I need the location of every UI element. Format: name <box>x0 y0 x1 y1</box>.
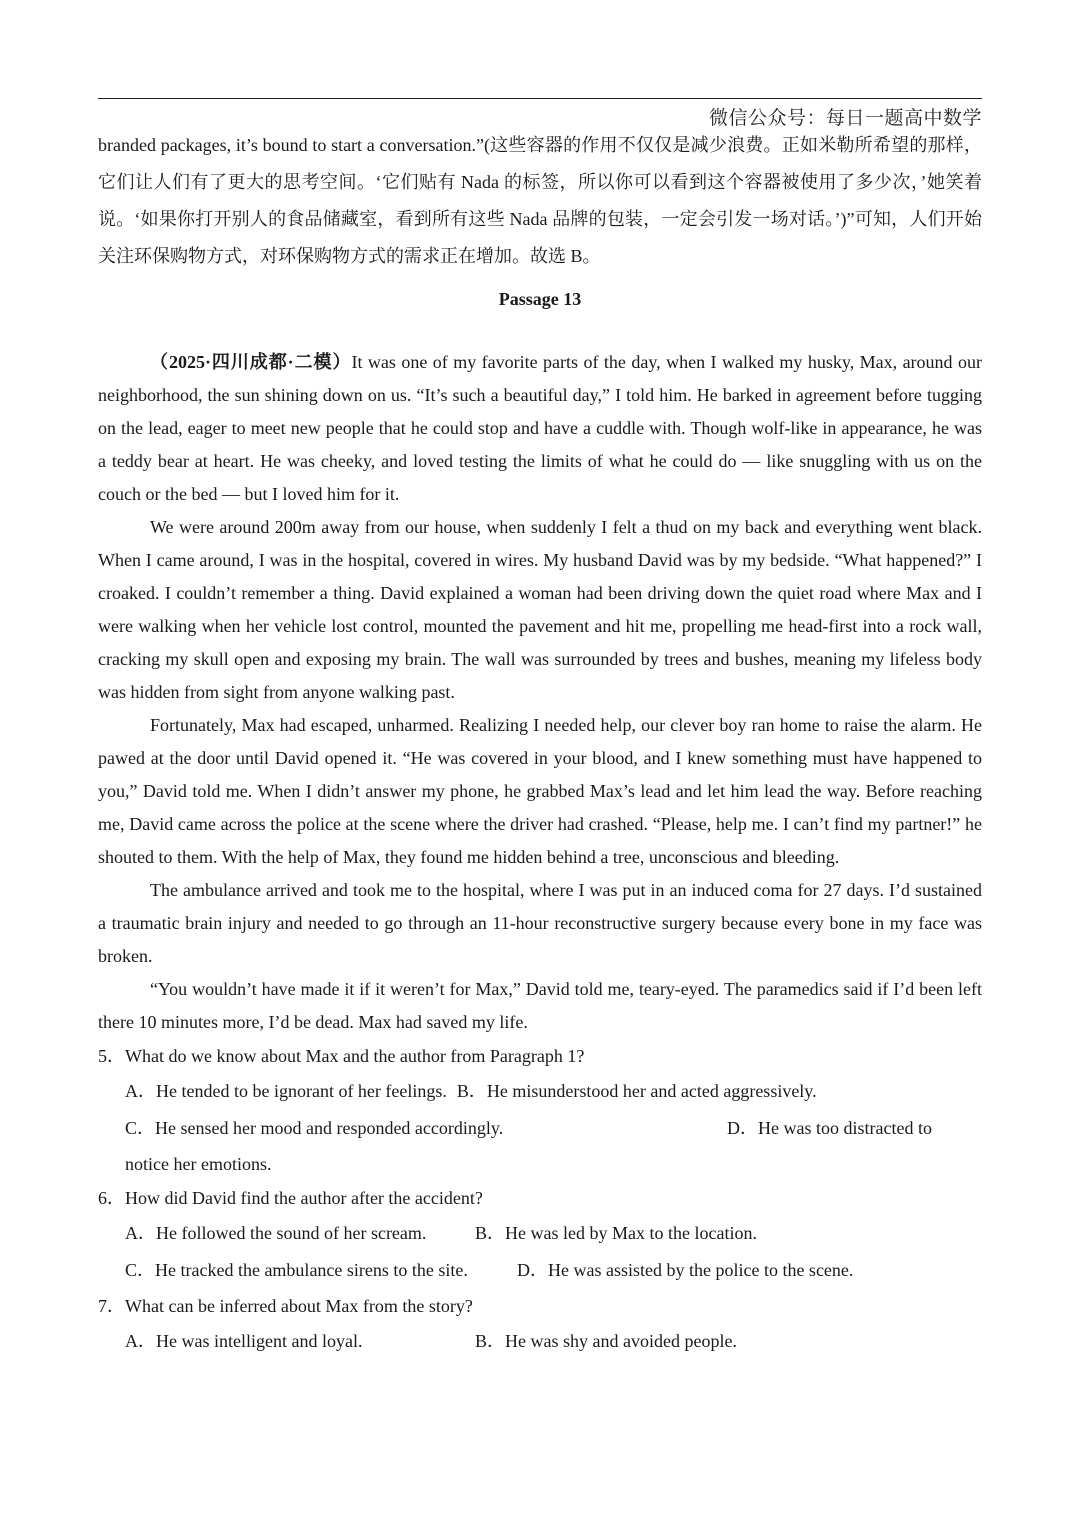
header-rule <box>98 98 982 99</box>
option-a[interactable]: A．He tended to be ignorant of her feelings. <box>125 1081 447 1101</box>
passage-title: Passage 13 <box>498 289 582 309</box>
question-6 <box>98 1181 982 1289</box>
document-body <box>98 127 982 1360</box>
passage-paragraph-3: Fortunately, Max had escaped, unharmed. Realizing I needed help, our clever boy ran home to raise the alarm. He pawed at the door until David opened it. “He was covered in your blood, and I knew something must have happened to you,” David told me. When I didn’t answer my phone, he grabbed Max’s lead and let him lead the way. Before reaching me, David came across the police at the scene where the driver had crashed. “Please, help me. I can’t find my partner!” he shouted to them. With the help of Max, they found me hidden behind a tree, unconscious and bleeding. <box>98 715 982 867</box>
passage-paragraph-2: We were around 200m away from our house, when suddenly I felt a thud on my back and everything went black. When I came around, I was in the hospital, covered in wires. My husband David was by my bedside. “What happened?” I croaked. I couldn’t remember a thing. David explained a woman had been driving down the quiet road where Max and I were walking when her vehicle lost control, mounted the pavement and hit me, propelling me head-first into a rock wall, cracking my skull open and exposing my brain. The wall was surrounded by trees and bushes, meaning my lifeless body was hidden from sight from anyone walking past. <box>98 517 982 702</box>
question-options <box>98 1073 982 1181</box>
option-d[interactable]: D．He was too distracted to <box>727 1118 932 1138</box>
option-d[interactable]: D．He was assisted by the police to the scene. <box>517 1260 854 1280</box>
paragraph-1-text: It was one of my favorite parts of the day, when I walked my husky, Max, around our neighborhood, the sun shining down on us. “It’s such a beautiful day,” I told him. He barked in agreement before tugging on the lead, eager to meet new people that he could stop and have a cuddle with. Though wolf-like in appearance, he was a teddy bear at heart. He was cheeky, and loved testing the limits of what he could do — like snuggling with us on the couch or the bed — but I loved him for it. <box>98 352 982 504</box>
option-d-continued: notice her emotions. <box>125 1154 272 1174</box>
question-stem: 6．How did David find the author after the accident? <box>98 1188 483 1208</box>
source-tag: （2025·四川成都·二模） <box>150 352 352 372</box>
question-7 <box>98 1289 982 1360</box>
option-b[interactable]: B．He misunderstood her and acted aggressively. <box>456 1081 817 1101</box>
wechat-header: 微信公众号：每日一题高中数学 <box>708 108 982 129</box>
option-b[interactable]: B．He was led by Max to the location. <box>475 1223 757 1243</box>
option-c[interactable]: C．He tracked the ambulance sirens to the site. <box>125 1260 468 1280</box>
option-b[interactable]: B．He was shy and avoided people. <box>475 1331 737 1351</box>
previous-explanation: branded packages, it’s bound to start a conversation.”(这些容器的作用不仅仅是减少浪费。正如米勒所希望的那样，它们让人们有了更大的思考空间。‘它们贴有 Nada 的标签，所以你可以看到这个容器被使用了多少次，’她笑着说。‘如果你打开别人的食品储藏室，看到所有这些 Nada 品牌的包装，一定会引发一场对话。’)”可知，人们开始关注环保购物方式，对环保购物方式的需求正在增加。故选 B。 <box>98 135 982 266</box>
passage-paragraph-1 <box>98 346 982 511</box>
question-options <box>98 1323 982 1360</box>
question-stem: 7．What can be inferred about Max from the story? <box>98 1296 473 1316</box>
question-stem: 5．What do we know about Max and the author from Paragraph 1? <box>98 1046 585 1066</box>
passage-paragraph-5: “You wouldn’t have made it if it weren’t for Max,” David told me, teary-eyed. The paramedics said if I’d been left there 10 minutes more, I’d be dead. Max had saved my life. <box>98 979 982 1032</box>
question-5 <box>98 1039 982 1181</box>
option-c[interactable]: C．He sensed her mood and responded accordingly. <box>125 1118 504 1138</box>
option-a[interactable]: A．He followed the sound of her scream. <box>125 1223 427 1243</box>
question-options <box>98 1215 982 1289</box>
option-a[interactable]: A．He was intelligent and loyal. <box>125 1331 363 1351</box>
passage-paragraph-4: The ambulance arrived and took me to the hospital, where I was put in an induced coma for 27 days. I’d sustained a traumatic brain injury and needed to go through an 11-hour reconstructive surgery because every bone in my face was broken. <box>98 880 982 966</box>
